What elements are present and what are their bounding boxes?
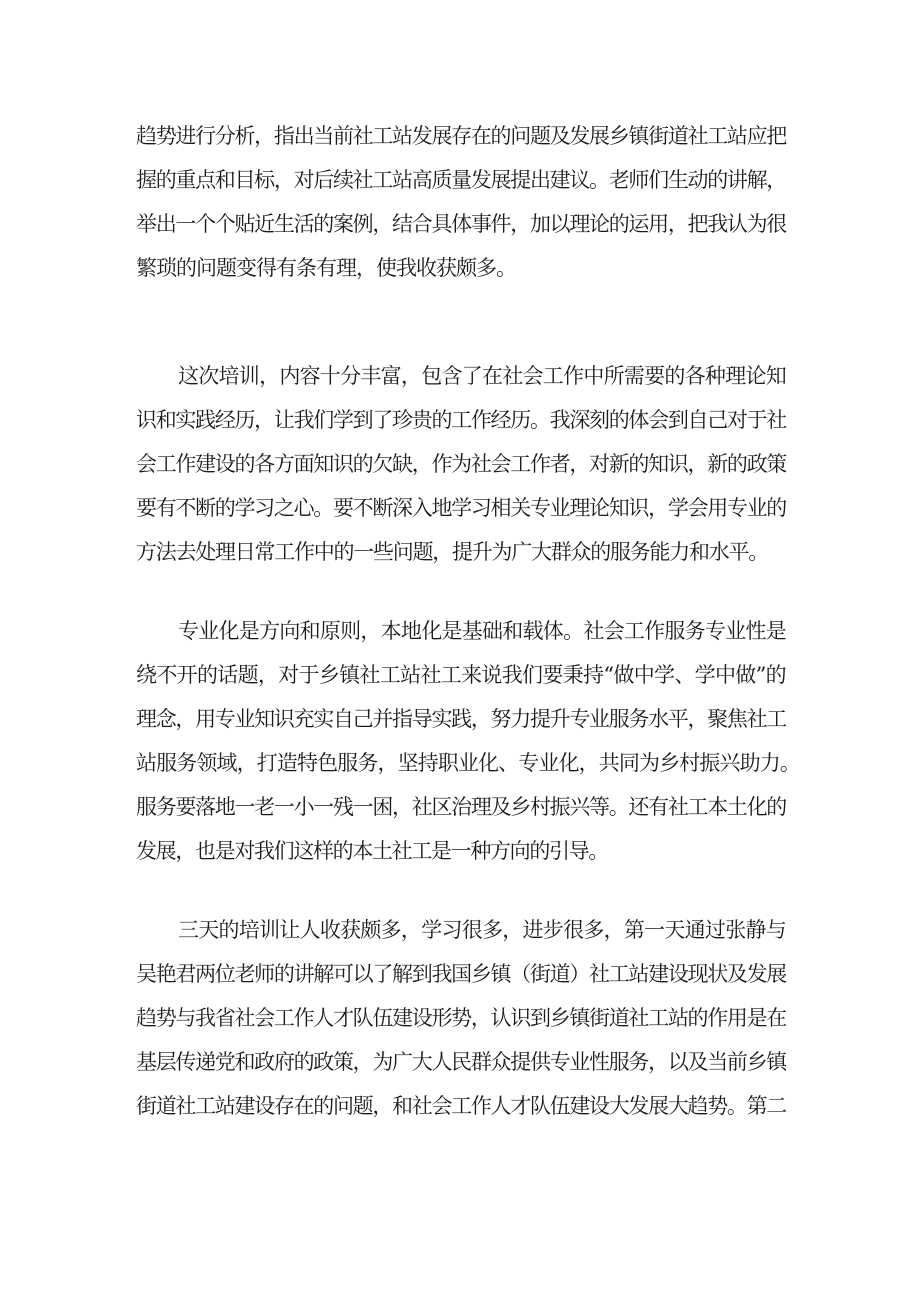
text-line: 要有不断的学习之心。要不断深入地学习相关专业理论知识，学会用专业的 — [136, 496, 786, 520]
paragraph-3-line-6 — [0, 831, 920, 871]
text-line: 三天的培训让人收获颇多，学习很多，进步很多，第一天通过张静与 — [178, 918, 786, 942]
text-line: 举出一个个贴近生活的案例，结合具体事件，加以理论的运用，把我认为很 — [136, 212, 786, 236]
text-line: 趋势与我省社会工作人才队伍建设形势，认识到乡镇街道社工站的作用是在 — [136, 1006, 786, 1030]
paragraph-3-line-4 — [0, 743, 920, 783]
paragraph-3-line-1 — [0, 611, 920, 651]
text-line: 方法去处理日常工作中的一些问题，提升为广大群众的服务能力和水平。 — [136, 540, 768, 564]
paragraph-1-line-3 — [0, 204, 920, 244]
paragraph-2-line-3 — [0, 444, 920, 484]
paragraph-3-line-3 — [0, 699, 920, 739]
paragraph-4-line-5 — [0, 1086, 920, 1126]
text-line: 服务要落地一老一小一残一困，社区治理及乡村振兴等。还有社工本土化的 — [136, 795, 786, 819]
text-line: 握的重点和目标，对后续社工站高质量发展提出建议。老师们生动的讲解， — [136, 168, 786, 192]
text-line: 繁琐的问题变得有条有理，使我收获颇多。 — [136, 256, 516, 280]
paragraph-4-line-2 — [0, 954, 920, 994]
paragraph-1-line-4 — [0, 248, 920, 288]
paragraph-1-line-1 — [0, 116, 920, 156]
paragraph-2-line-1 — [0, 356, 920, 396]
text-line: 理念，用专业知识充实自己并指导实践，努力提升专业服务水平，聚焦社工 — [136, 707, 786, 731]
text-line: 趋势进行分析，指出当前社工站发展存在的问题及发展乡镇街道社工站应把 — [136, 124, 786, 148]
text-line: 基层传递党和政府的政策，为广大人民群众提供专业性服务，以及当前乡镇 — [136, 1050, 786, 1074]
paragraph-4-line-4 — [0, 1042, 920, 1082]
text-line: 发展，也是对我们这样的本土社工是一种方向的引导。 — [136, 839, 608, 863]
text-line: 绕不开的话题，对于乡镇社工站社工来说我们要秉持“做中学、学中做”的 — [136, 663, 786, 687]
text-line: 站服务领域，打造特色服务，坚持职业化、专业化，共同为乡村振兴助力。 — [136, 751, 800, 775]
text-line: 这次培训，内容十分丰富，包含了在社会工作中所需要的各种理论知 — [178, 364, 786, 388]
paragraph-2-line-5 — [0, 532, 920, 572]
paragraph-3-line-5 — [0, 787, 920, 827]
text-line: 专业化是方向和原则，本地化是基础和载体。社会工作服务专业性是 — [178, 619, 786, 643]
text-line: 吴艳君两位老师的讲解可以了解到我国乡镇（街道）社工站建设现状及发展 — [136, 962, 786, 986]
paragraph-4-line-1 — [0, 910, 920, 950]
text-line: 识和实践经历，让我们学到了珍贵的工作经历。我深刻的体会到自己对于社 — [136, 408, 786, 432]
text-line: 街道社工站建设存在的问题，和社会工作人才队伍建设大发展大趋势。第二 — [136, 1094, 786, 1118]
paragraph-4-line-3 — [0, 998, 920, 1038]
paragraph-2-line-4 — [0, 488, 920, 528]
paragraph-2-line-2 — [0, 400, 920, 440]
paragraph-3-line-2 — [0, 655, 920, 695]
paragraph-1-line-2 — [0, 160, 920, 200]
text-line: 会工作建设的各方面知识的欠缺，作为社会工作者，对新的知识，新的政策 — [136, 452, 786, 476]
